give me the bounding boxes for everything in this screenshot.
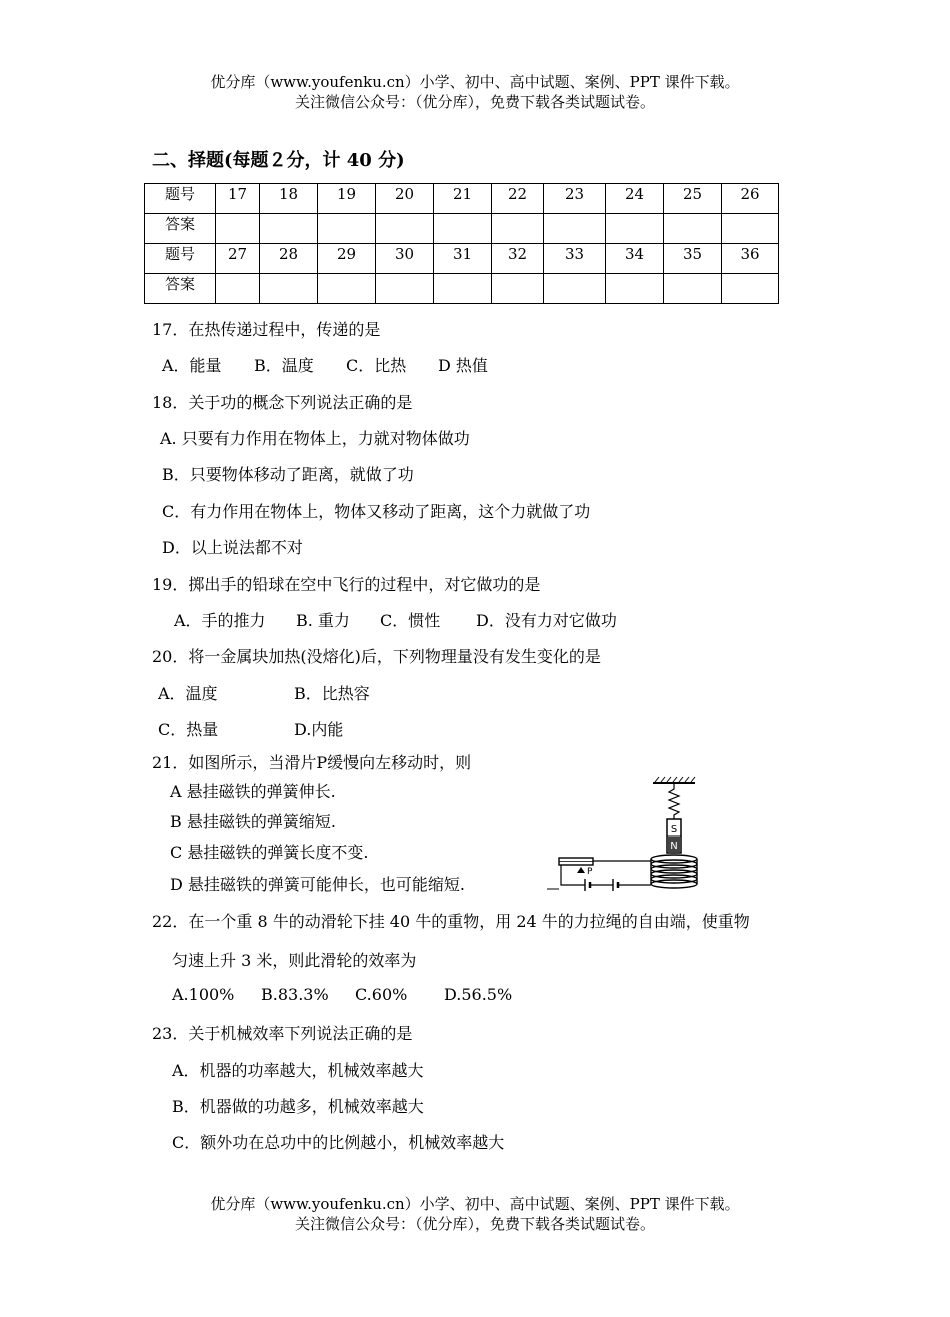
question-number-cell: 28 (260, 244, 318, 274)
question-number-cell: 20 (376, 184, 434, 214)
question-number-cell: 21 (434, 184, 492, 214)
q20-option-d[interactable]: D.内能 (294, 720, 344, 739)
q22-option-d[interactable]: D.56.5% (444, 985, 513, 1004)
row-label-number: 题号 (145, 244, 216, 274)
q22-options (172, 985, 512, 1004)
section-title: 二、择题(每题２分，计 40 分) (152, 150, 405, 171)
answer-cell[interactable] (434, 274, 492, 304)
q19-option-d[interactable]: D．没有力对它做功 (476, 611, 617, 630)
answer-cell[interactable] (606, 274, 664, 304)
row-label-answer: 答案 (145, 274, 216, 304)
answer-cell[interactable] (216, 214, 260, 244)
q19-option-b[interactable]: B. 重力 (296, 611, 350, 630)
magnet-south-label: S (670, 824, 678, 835)
question-number-cell: 25 (664, 184, 722, 214)
magnet-north-label: N (670, 841, 678, 852)
electromagnet-circuit-figure (545, 775, 710, 897)
q20-options-row1 (158, 681, 370, 704)
q20-stem: 20．将一金属块加热(没熔化)后，下列物理量没有发生变化的是 (152, 647, 601, 666)
answer-cell[interactable] (318, 214, 376, 244)
q21-option-d[interactable]: D 悬挂磁铁的弹簧可能伸长，也可能缩短. (170, 875, 466, 894)
q18-option-b[interactable]: B．只要物体移动了距离，就做了功 (162, 465, 414, 484)
answer-cell[interactable] (544, 214, 606, 244)
row-label-answer: 答案 (145, 214, 216, 244)
question-number-cell: 24 (606, 184, 664, 214)
q20-option-c[interactable]: C．热量 (158, 720, 219, 739)
q17-option-d[interactable]: D 热值 (438, 356, 488, 375)
answer-cell[interactable] (492, 274, 544, 304)
answer-cell[interactable] (260, 274, 318, 304)
header-line-1: 优分库（www.youfenku.cn）小学、初中、高中试题、案例、PPT 课件下载。 (210, 73, 740, 91)
answer-cell[interactable] (318, 274, 376, 304)
header-line-2: 关注微信公众号：（优分库），免费下载各类试题试卷。 (294, 93, 655, 111)
footer-line-1: 优分库（www.youfenku.cn）小学、初中、高中试题、案例、PPT 课件下载。 (210, 1195, 740, 1213)
q18-option-a[interactable]: A. 只要有力作用在物体上，力就对物体做功 (160, 429, 470, 448)
q23-option-a[interactable]: A．机器的功率越大，机械效率越大 (172, 1061, 424, 1080)
answer-cell[interactable] (260, 214, 318, 244)
answer-cell[interactable] (376, 214, 434, 244)
question-number-cell: 29 (318, 244, 376, 274)
q22-option-c[interactable]: C.60% (355, 985, 408, 1004)
answer-cell[interactable] (606, 214, 664, 244)
question-number-cell: 32 (492, 244, 544, 274)
table-row-answers-1 (145, 214, 779, 244)
q22-option-a[interactable]: A.100% (172, 985, 235, 1004)
answer-cell[interactable] (722, 214, 779, 244)
answer-cell[interactable] (376, 274, 434, 304)
table-row-numbers-2 (145, 244, 779, 274)
q19-option-a[interactable]: A．手的推力 (174, 611, 266, 630)
answer-cell[interactable] (664, 274, 722, 304)
q19-stem: 19．掷出手的铅球在空中飞行的过程中，对它做功的是 (152, 575, 541, 594)
q22-stem-line-2: 匀速上升 3 米，则此滑轮的效率为 (172, 951, 417, 970)
q20-options-row2 (158, 717, 343, 740)
table-row-numbers-1 (145, 184, 779, 214)
answer-cell[interactable] (544, 274, 606, 304)
q19-options (174, 608, 617, 631)
answer-table (144, 183, 779, 304)
answer-cell[interactable] (722, 274, 779, 304)
q17-option-b[interactable]: B．温度 (254, 356, 314, 375)
q21-option-a[interactable]: A 悬挂磁铁的弹簧伸长. (170, 782, 336, 801)
q23-stem: 23．关于机械效率下列说法正确的是 (152, 1024, 413, 1043)
question-number-cell: 31 (434, 244, 492, 274)
slider-p-label: P (587, 867, 593, 877)
slider-p-marker[interactable] (577, 867, 585, 873)
q23-option-b[interactable]: B．机器做的功越多，机械效率越大 (172, 1097, 424, 1116)
q22-option-b[interactable]: B.83.3% (261, 985, 329, 1004)
answer-cell[interactable] (216, 274, 260, 304)
question-number-cell: 19 (318, 184, 376, 214)
question-number-cell: 17 (216, 184, 260, 214)
q20-option-b[interactable]: B．比热容 (294, 684, 370, 703)
q21-option-c[interactable]: C 悬挂磁铁的弹簧长度不变. (170, 843, 369, 862)
question-number-cell: 23 (544, 184, 606, 214)
question-number-cell: 22 (492, 184, 544, 214)
question-number-cell: 26 (722, 184, 779, 214)
question-number-cell: 36 (722, 244, 779, 274)
question-number-cell: 34 (606, 244, 664, 274)
answer-cell[interactable] (664, 214, 722, 244)
question-number-cell: 35 (664, 244, 722, 274)
q22-stem-line-1: 22．在一个重 8 牛的动滑轮下挂 40 牛的重物，用 24 牛的力拉绳的自由端，使重物 (152, 912, 750, 931)
footer-line-2: 关注微信公众号：（优分库），免费下载各类试题试卷。 (294, 1215, 655, 1233)
q18-option-d[interactable]: D．以上说法都不对 (162, 538, 303, 557)
q21-option-b[interactable]: B 悬挂磁铁的弹簧缩短. (170, 812, 336, 831)
q17-option-a[interactable]: A．能量 (162, 356, 222, 375)
q20-option-a[interactable]: A．温度 (158, 684, 218, 703)
q17-options (162, 353, 488, 376)
q18-option-c[interactable]: C．有力作用在物体上，物体又移动了距离，这个力就做了功 (162, 502, 591, 521)
question-number-cell: 27 (216, 244, 260, 274)
answer-cell[interactable] (492, 214, 544, 244)
q23-option-c[interactable]: C．额外功在总功中的比例越小，机械效率越大 (172, 1133, 505, 1152)
q17-stem: 17．在热传递过程中，传递的是 (152, 320, 381, 339)
q19-option-c[interactable]: C．惯性 (380, 611, 441, 630)
table-row-answers-2 (145, 274, 779, 304)
question-number-cell: 33 (544, 244, 606, 274)
q17-option-c[interactable]: C．比热 (346, 356, 407, 375)
answer-cell[interactable] (434, 214, 492, 244)
q18-stem: 18．关于功的概念下列说法正确的是 (152, 393, 413, 412)
q21-stem: 21．如图所示，当滑片P缓慢向左移动时，则 (152, 753, 472, 772)
question-number-cell: 30 (376, 244, 434, 274)
row-label-number: 题号 (145, 184, 216, 214)
question-number-cell: 18 (260, 184, 318, 214)
